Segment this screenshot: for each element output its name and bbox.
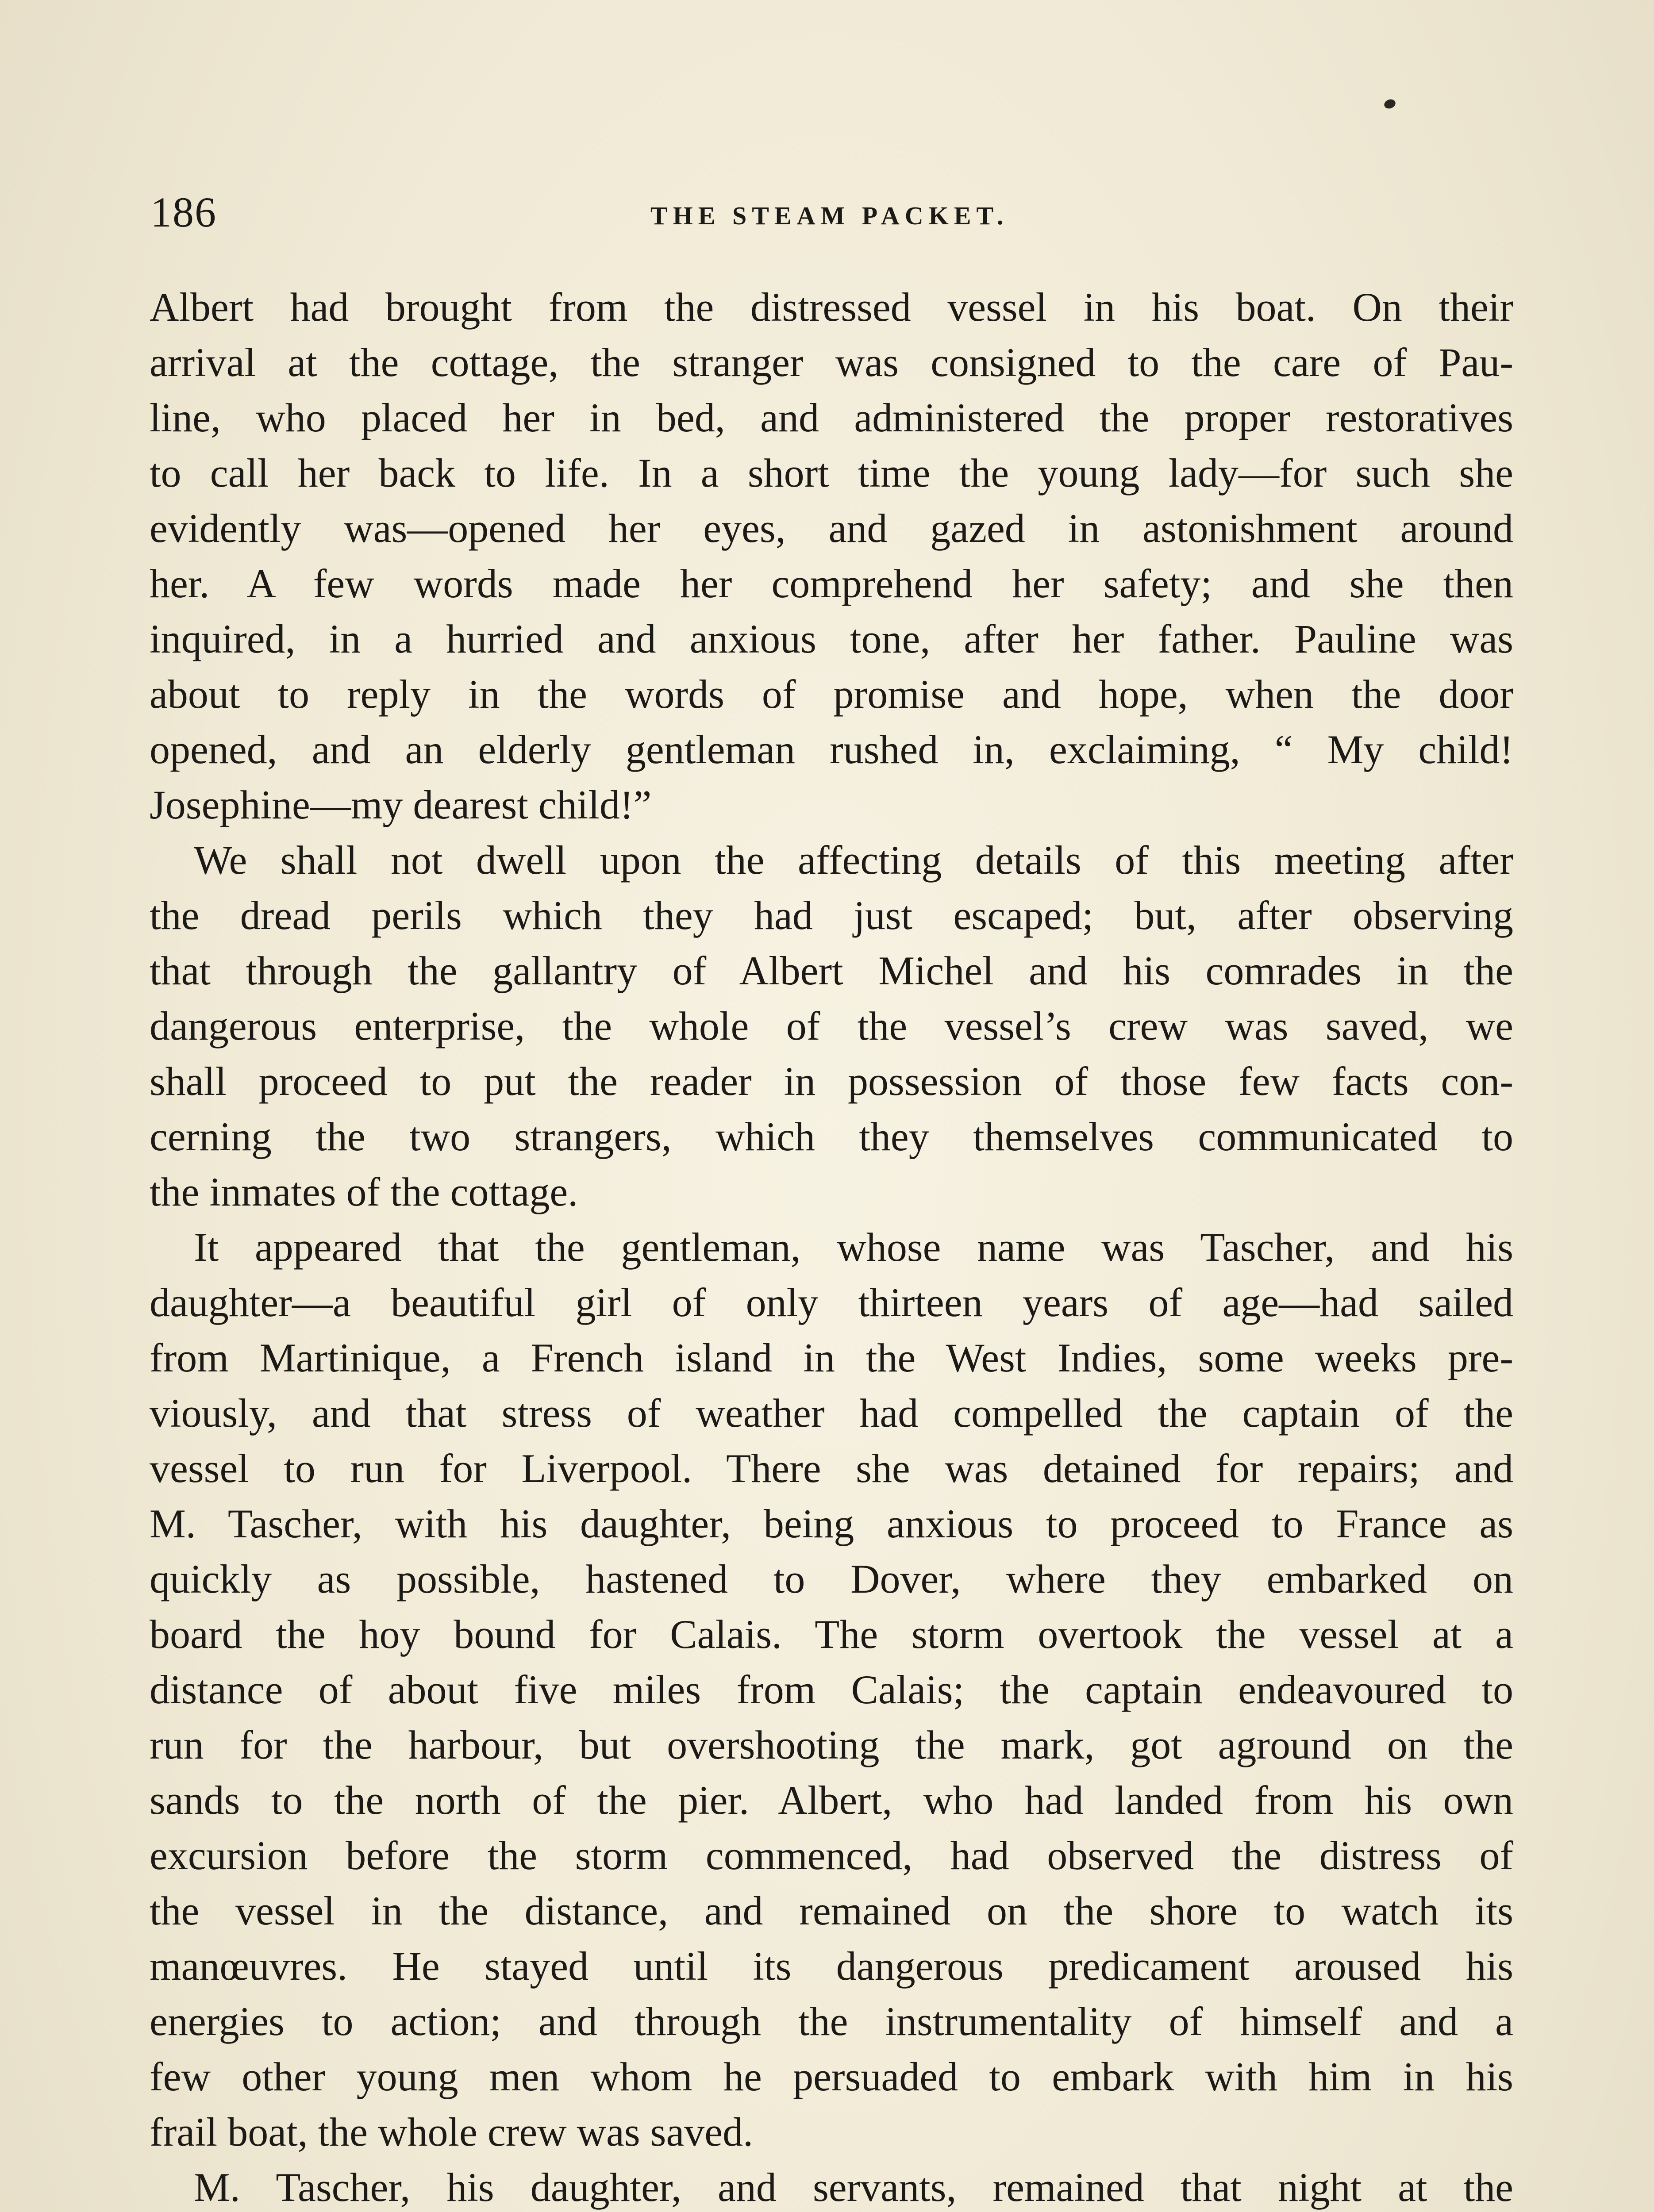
text-line: the dread perils which they had just escaped; but, after observing <box>150 893 1513 938</box>
text-line: viously, and that stress of weather had compelled the captain of the <box>150 1390 1513 1436</box>
page-number: 186 <box>150 188 217 236</box>
text-line: shall proceed to put the reader in possession of those few facts con- <box>150 1059 1513 1104</box>
text-line: board the hoy bound for Calais. The storm overtook the vessel at a <box>150 1612 1513 1657</box>
text-line: that through the gallantry of Albert Michel and his comrades in the <box>150 948 1513 993</box>
text-line: cerning the two strangers, which they themselves communicated to <box>150 1114 1513 1159</box>
text-line: Albert had brought from the distressed vessel in his boat. On their <box>150 284 1513 330</box>
text-line: We shall not dwell upon the affecting details of this meeting after <box>194 837 1513 883</box>
text-line: quickly as possible, hastened to Dover, where they embarked on <box>150 1556 1513 1601</box>
text-line: energies to action; and through the instrumentality of himself and a <box>150 1999 1513 2044</box>
text-line: evidently was—opened her eyes, and gazed in astonishment around <box>150 506 1513 551</box>
text-line: sands to the north of the pier. Albert, who had landed from his own <box>150 1778 1513 1823</box>
text-line: excursion before the storm commenced, had observed the distress of <box>150 1833 1513 1878</box>
text-line: her. A few words made her comprehend her safety; and she then <box>150 561 1513 606</box>
text-line: manœuvres. He stayed until its dangerous predicament aroused his <box>150 1943 1513 1989</box>
text-line: inquired, in a hurried and anxious tone, after her father. Pauline was <box>150 616 1513 661</box>
ink-speck <box>1383 98 1396 110</box>
running-head: THE STEAM PACKET. <box>650 201 1009 230</box>
text-line: It appeared that the gentleman, whose name was Tascher, and his <box>194 1225 1513 1270</box>
text-line: line, who placed her in bed, and administered the proper restoratives <box>150 395 1513 440</box>
text-line: frail boat, the whole crew was saved. <box>150 2109 754 2154</box>
text-line: opened, and an elderly gentleman rushed in, exclaiming, “ My child! <box>150 727 1513 772</box>
text-line: dangerous enterprise, the whole of the vessel’s crew was saved, we <box>150 1003 1513 1048</box>
text-line: few other young men whom he persuaded to embark with him in his <box>150 2054 1513 2099</box>
text-line: arrival at the cottage, the stranger was consigned to the care of Pau- <box>150 340 1513 385</box>
text-line: about to reply in the words of promise and hope, when the door <box>150 672 1513 717</box>
text-line: M. Tascher, with his daughter, being anxious to proceed to France as <box>150 1501 1513 1546</box>
text-line: Josephine—my dearest child!” <box>150 782 652 827</box>
text-line: the inmates of the cottage. <box>150 1169 578 1214</box>
text-line: vessel to run for Liverpool. There she was detained for repairs; and <box>150 1446 1513 1491</box>
text-line: run for the harbour, but overshooting the mark, got aground on the <box>150 1722 1513 1767</box>
text-line: distance of about five miles from Calais; the captain endeavoured to <box>150 1667 1513 1712</box>
page-header <box>150 186 1513 239</box>
text-line: M. Tascher, his daughter, and servants, remained that night at the <box>194 2165 1513 2210</box>
text-line: the vessel in the distance, and remained on the shore to watch its <box>150 1888 1513 1933</box>
text-line: to call her back to life. In a short time the young lady—for such she <box>150 450 1513 495</box>
text-line: from Martinique, a French island in the West Indies, some weeks pre- <box>150 1335 1513 1380</box>
text-line: daughter—a beautiful girl of only thirteen years of age—had sailed <box>150 1280 1513 1325</box>
body-text <box>150 280 1513 2212</box>
